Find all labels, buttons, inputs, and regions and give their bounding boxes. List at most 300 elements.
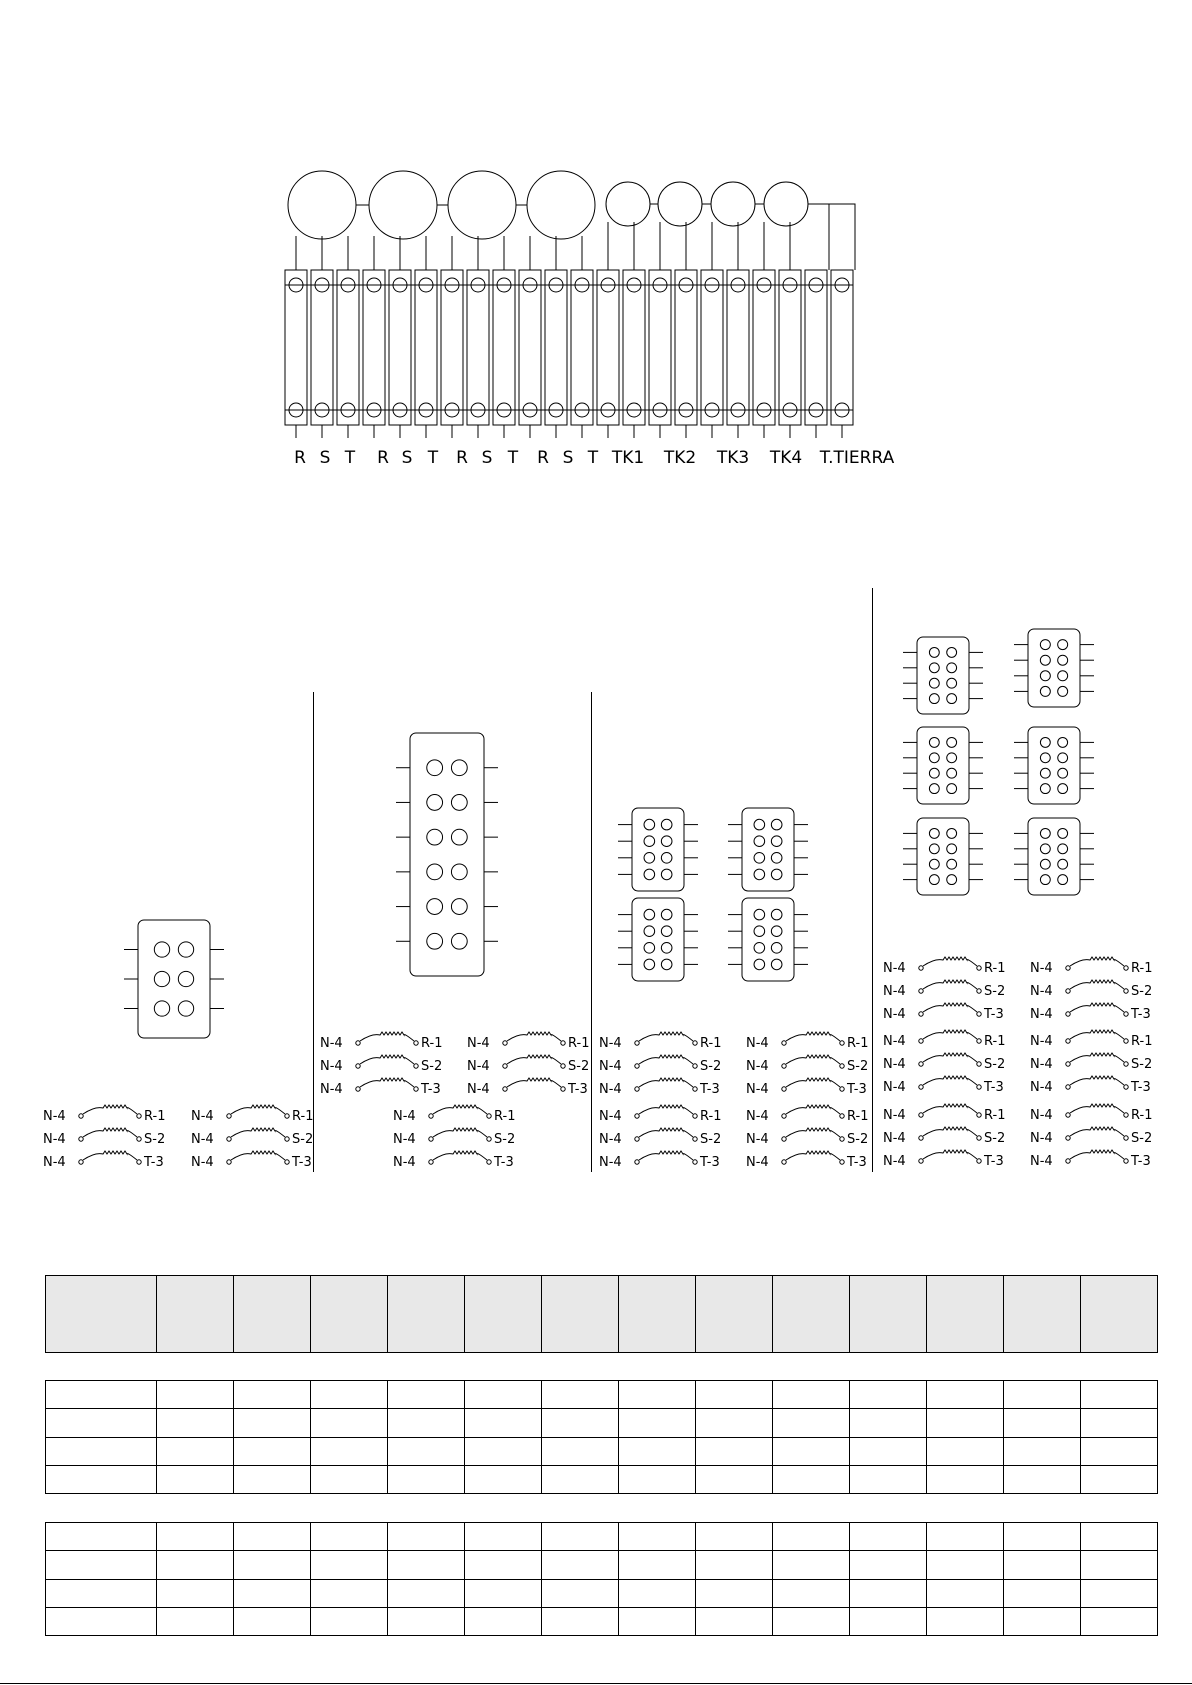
coil-common-label: N-4 xyxy=(599,1059,622,1074)
coil-node xyxy=(561,1041,565,1045)
table-cell xyxy=(465,1607,542,1635)
coil-common-label: N-4 xyxy=(191,1155,214,1170)
coil-line-label: T-3 xyxy=(1131,1007,1151,1022)
table-cell xyxy=(542,1276,619,1353)
terminal-stud xyxy=(929,828,939,838)
table-row xyxy=(46,1381,1158,1409)
coil-node xyxy=(1124,1062,1128,1066)
terminal-stud xyxy=(754,819,765,830)
coil-winding xyxy=(639,1128,693,1137)
coil-node xyxy=(840,1137,844,1141)
table-cell xyxy=(773,1607,850,1635)
sensor-circle xyxy=(606,182,650,226)
terminal-strip xyxy=(727,270,749,425)
coil-winding xyxy=(83,1105,137,1114)
coil-line-label: S-2 xyxy=(984,1057,1006,1072)
coil-node xyxy=(919,1085,923,1089)
motor-circle xyxy=(527,171,595,239)
coil-line-label: S-2 xyxy=(700,1059,722,1074)
coil-common-label: N-4 xyxy=(467,1082,490,1097)
terminal-stud xyxy=(154,1001,169,1016)
table-cell xyxy=(1004,1409,1081,1437)
table-cell xyxy=(1081,1551,1158,1579)
terminal-strip xyxy=(519,270,541,425)
sensor-circle xyxy=(658,182,702,226)
table-group-a xyxy=(45,1380,1158,1494)
table-cell xyxy=(927,1551,1004,1579)
coil-winding xyxy=(923,1030,977,1039)
terminal-stud xyxy=(929,647,939,657)
terminal-stud xyxy=(661,942,672,953)
terminal-stud xyxy=(947,753,957,763)
terminal-stud xyxy=(644,942,655,953)
table-cell xyxy=(234,1465,311,1493)
coil-common-label: N-4 xyxy=(43,1132,66,1147)
coil-node xyxy=(919,1062,923,1066)
coil-node xyxy=(977,1113,981,1117)
coil-node xyxy=(782,1041,786,1045)
coil-line-label: T-3 xyxy=(984,1080,1004,1095)
terminal-strip xyxy=(831,270,853,425)
coil-common-label: N-4 xyxy=(883,1057,906,1072)
table-cell xyxy=(1004,1276,1081,1353)
table-cell xyxy=(773,1409,850,1437)
earth-link xyxy=(808,204,855,270)
coil-node xyxy=(840,1160,844,1164)
coil-node xyxy=(693,1064,697,1068)
terminal-strip xyxy=(701,270,723,425)
table-cell xyxy=(1081,1607,1158,1635)
coil-node xyxy=(1066,1136,1070,1140)
table-cell xyxy=(388,1607,465,1635)
terminal-stud xyxy=(1058,784,1068,794)
terminal-stud xyxy=(1058,875,1068,885)
coil-line-label: R-1 xyxy=(292,1109,314,1124)
coil-node xyxy=(977,1062,981,1066)
coil-line-label: S-2 xyxy=(1131,984,1153,999)
table-cell xyxy=(696,1523,773,1551)
terminal-stud xyxy=(451,829,467,845)
table-cell xyxy=(234,1437,311,1465)
table-cell xyxy=(1081,1523,1158,1551)
terminal-stud xyxy=(947,647,957,657)
table-cell xyxy=(850,1607,927,1635)
terminal-stud xyxy=(771,909,782,920)
terminal-stud xyxy=(1040,844,1050,854)
coil-node xyxy=(635,1114,639,1118)
table-cell xyxy=(465,1381,542,1409)
table-cell xyxy=(388,1437,465,1465)
table-row xyxy=(46,1276,1158,1353)
table-cell xyxy=(234,1579,311,1607)
terminal-stud xyxy=(929,753,939,763)
terminal-strip xyxy=(389,270,411,425)
coil-node xyxy=(919,1012,923,1016)
terminal-stud xyxy=(929,663,939,673)
table-cell xyxy=(542,1607,619,1635)
terminal-stud xyxy=(661,959,672,970)
coil-line-label: R-1 xyxy=(421,1036,443,1051)
table-cell xyxy=(696,1409,773,1437)
coil-winding xyxy=(923,980,977,989)
coil-common-label: N-4 xyxy=(746,1132,769,1147)
terminal-label: TK3 xyxy=(716,448,750,468)
table-cell xyxy=(157,1579,234,1607)
coil-common-label: N-4 xyxy=(43,1109,66,1124)
terminal-label: T.TIERRA xyxy=(819,448,895,468)
terminal-stud xyxy=(754,869,765,880)
terminal-stud xyxy=(427,795,443,811)
table-cell xyxy=(542,1437,619,1465)
coil-node xyxy=(356,1041,360,1045)
coil-node xyxy=(635,1087,639,1091)
terminal-stud xyxy=(661,869,672,880)
table-row xyxy=(46,1523,1158,1551)
coil-winding xyxy=(83,1151,137,1160)
terminal-stud xyxy=(644,836,655,847)
terminal-stud xyxy=(644,852,655,863)
coil-node xyxy=(561,1064,565,1068)
coil-common-label: N-4 xyxy=(883,1154,906,1169)
coil-line-label: T-3 xyxy=(847,1082,867,1097)
terminal-strip xyxy=(649,270,671,425)
table-cell xyxy=(1081,1409,1158,1437)
coil-winding xyxy=(786,1032,840,1041)
terminal-stud xyxy=(1058,671,1068,681)
coil-winding xyxy=(1070,1150,1124,1159)
coil-node xyxy=(429,1137,433,1141)
coil-node xyxy=(487,1114,491,1118)
terminal-label: TK4 xyxy=(769,448,803,468)
table-cell xyxy=(542,1551,619,1579)
terminal-stud xyxy=(1058,655,1068,665)
coil-node xyxy=(1066,966,1070,970)
coil-node xyxy=(840,1041,844,1045)
table-cell xyxy=(388,1579,465,1607)
terminal-stud xyxy=(1040,640,1050,650)
coil-node xyxy=(977,1159,981,1163)
terminal-stud xyxy=(451,899,467,915)
coil-node xyxy=(693,1160,697,1164)
terminal-label: T xyxy=(427,448,439,468)
coil-line-label: S-2 xyxy=(421,1059,443,1074)
table-cell xyxy=(696,1437,773,1465)
terminal-stud xyxy=(451,760,467,776)
table-cell xyxy=(157,1523,234,1551)
terminal-stud xyxy=(451,864,467,880)
coil-node xyxy=(919,1113,923,1117)
coil-winding xyxy=(923,1104,977,1113)
coil-node xyxy=(285,1114,289,1118)
terminal-stud xyxy=(947,737,957,747)
table-cell xyxy=(542,1465,619,1493)
coil-winding xyxy=(231,1151,285,1160)
table-cell xyxy=(619,1607,696,1635)
table-cell xyxy=(1081,1276,1158,1353)
coil-common-label: N-4 xyxy=(393,1132,416,1147)
terminal-plate-1 xyxy=(138,920,210,1038)
coil-line-label: S-2 xyxy=(700,1132,722,1147)
coil-winding xyxy=(786,1105,840,1114)
terminal-label: R xyxy=(294,448,306,468)
table-cell xyxy=(311,1551,388,1579)
table-cell xyxy=(234,1276,311,1353)
coil-common-label: N-4 xyxy=(467,1036,490,1051)
terminal-strip xyxy=(363,270,385,425)
coil-node xyxy=(919,1136,923,1140)
table-cell xyxy=(619,1465,696,1493)
coil-winding xyxy=(786,1151,840,1160)
terminal-strip xyxy=(623,270,645,425)
terminal-stud xyxy=(754,852,765,863)
terminal-label: T xyxy=(507,448,519,468)
coil-common-label: N-4 xyxy=(1030,1057,1053,1072)
table-cell xyxy=(234,1607,311,1635)
coil-common-label: N-4 xyxy=(1030,961,1053,976)
terminal-stud xyxy=(929,844,939,854)
terminal-label: S xyxy=(319,448,331,468)
coil-node xyxy=(1066,1159,1070,1163)
coil-line-label: S-2 xyxy=(144,1132,166,1147)
coil-winding xyxy=(1070,980,1124,989)
table-cell xyxy=(927,1381,1004,1409)
coil-line-label: T-3 xyxy=(700,1082,720,1097)
terminal-stud xyxy=(154,942,169,957)
coil-line-label: R-1 xyxy=(984,1034,1006,1049)
coil-node xyxy=(693,1137,697,1141)
terminal-strip xyxy=(311,270,333,425)
table-cell xyxy=(46,1437,157,1465)
terminal-label: TK1 xyxy=(611,448,645,468)
motor-circle xyxy=(369,171,437,239)
coil-winding xyxy=(1070,1053,1124,1062)
coil-common-label: N-4 xyxy=(393,1155,416,1170)
coil-line-label: R-1 xyxy=(144,1109,166,1124)
terminal-stud xyxy=(178,942,193,957)
coil-node xyxy=(227,1160,231,1164)
coil-line-label: T-3 xyxy=(568,1082,588,1097)
terminal-stud xyxy=(1040,784,1050,794)
coil-node xyxy=(635,1137,639,1141)
terminal-plate-4 xyxy=(1028,727,1080,804)
terminal-stud xyxy=(754,942,765,953)
coil-line-label: T-3 xyxy=(421,1082,441,1097)
table-row xyxy=(46,1409,1158,1437)
terminal-stud xyxy=(754,836,765,847)
terminal-stud xyxy=(1040,686,1050,696)
table-cell xyxy=(157,1381,234,1409)
coil-winding xyxy=(507,1055,561,1064)
coil-node xyxy=(693,1087,697,1091)
coil-node xyxy=(1066,1085,1070,1089)
table-cell xyxy=(465,1523,542,1551)
coil-node xyxy=(782,1137,786,1141)
coil-node xyxy=(1066,1062,1070,1066)
terminal-plate-4 xyxy=(1028,629,1080,707)
terminal-stud xyxy=(771,869,782,880)
terminal-stud xyxy=(644,819,655,830)
coil-winding xyxy=(1070,957,1124,966)
terminal-label: S xyxy=(401,448,413,468)
coil-common-label: N-4 xyxy=(1030,1154,1053,1169)
coil-node xyxy=(782,1087,786,1091)
terminal-stud xyxy=(947,844,957,854)
terminal-stud xyxy=(771,926,782,937)
terminal-strip xyxy=(675,270,697,425)
table-group-b xyxy=(45,1522,1158,1636)
table-cell xyxy=(311,1465,388,1493)
terminal-strip xyxy=(571,270,593,425)
table-row xyxy=(46,1465,1158,1493)
table-row xyxy=(46,1551,1158,1579)
coil-node xyxy=(227,1137,231,1141)
table-cell xyxy=(619,1551,696,1579)
terminal-strip xyxy=(441,270,463,425)
coil-winding xyxy=(507,1032,561,1041)
table-cell xyxy=(619,1276,696,1353)
terminal-plate-3b xyxy=(632,898,684,981)
coil-line-label: R-1 xyxy=(1131,961,1153,976)
terminal-plate-3a xyxy=(632,808,684,891)
table-cell xyxy=(1004,1381,1081,1409)
coil-common-label: N-4 xyxy=(320,1036,343,1051)
coil-line-label: R-1 xyxy=(700,1109,722,1124)
terminal-stud xyxy=(661,909,672,920)
terminal-strip xyxy=(779,270,801,425)
coil-winding xyxy=(1070,1076,1124,1085)
section-divider-1 xyxy=(313,692,314,1172)
terminal-strip xyxy=(753,270,775,425)
coil-line-label: R-1 xyxy=(984,1108,1006,1123)
section-divider-2 xyxy=(591,692,592,1172)
table-cell xyxy=(1081,1437,1158,1465)
coil-winding xyxy=(433,1105,487,1114)
table-cell xyxy=(927,1465,1004,1493)
coil-node xyxy=(503,1064,507,1068)
coil-winding xyxy=(360,1078,414,1087)
table-cell xyxy=(1081,1579,1158,1607)
motor-circle xyxy=(288,171,356,239)
terminal-stud xyxy=(1058,844,1068,854)
coil-common-label: N-4 xyxy=(746,1109,769,1124)
table-cell xyxy=(1004,1465,1081,1493)
coil-node xyxy=(79,1137,83,1141)
table-cell xyxy=(773,1437,850,1465)
terminal-stud xyxy=(771,836,782,847)
table-cell xyxy=(542,1381,619,1409)
terminal-stud xyxy=(154,971,169,986)
table-cell xyxy=(1004,1579,1081,1607)
table-cell xyxy=(388,1465,465,1493)
coil-line-label: S-2 xyxy=(1131,1131,1153,1146)
coil-node xyxy=(635,1041,639,1045)
terminal-strip xyxy=(337,270,359,425)
terminal-stud xyxy=(661,819,672,830)
coil-common-label: N-4 xyxy=(43,1155,66,1170)
coil-node xyxy=(503,1041,507,1045)
coil-line-label: S-2 xyxy=(568,1059,590,1074)
terminal-stud xyxy=(1058,686,1068,696)
coil-node xyxy=(977,989,981,993)
table-cell xyxy=(311,1523,388,1551)
coil-line-label: S-2 xyxy=(984,1131,1006,1146)
terminal-stud xyxy=(1058,859,1068,869)
coil-common-label: N-4 xyxy=(599,1082,622,1097)
coil-node xyxy=(1066,1039,1070,1043)
coil-common-label: N-4 xyxy=(599,1109,622,1124)
motor-circle xyxy=(448,171,516,239)
table-cell xyxy=(1004,1607,1081,1635)
table-cell xyxy=(1081,1465,1158,1493)
terminal-stud xyxy=(1040,671,1050,681)
terminal-plate-4 xyxy=(917,637,969,714)
terminal-stud xyxy=(947,663,957,673)
coil-common-label: N-4 xyxy=(467,1059,490,1074)
table-cell xyxy=(619,1579,696,1607)
coil-winding xyxy=(639,1078,693,1087)
coil-node xyxy=(414,1041,418,1045)
coil-winding xyxy=(1070,1104,1124,1113)
coil-line-label: T-3 xyxy=(144,1155,164,1170)
table-cell xyxy=(46,1276,157,1353)
coil-common-label: N-4 xyxy=(1030,1034,1053,1049)
coil-node xyxy=(1124,1012,1128,1016)
coil-winding xyxy=(923,1003,977,1012)
coil-line-label: R-1 xyxy=(847,1109,869,1124)
terminal-stud xyxy=(661,852,672,863)
table-cell xyxy=(696,1579,773,1607)
table-cell xyxy=(234,1409,311,1437)
terminal-stud xyxy=(947,768,957,778)
coil-node xyxy=(1124,966,1128,970)
coil-common-label: N-4 xyxy=(883,1034,906,1049)
coil-node xyxy=(919,1159,923,1163)
coil-line-label: T-3 xyxy=(1131,1154,1151,1169)
coil-winding xyxy=(786,1055,840,1064)
coil-node xyxy=(1124,1085,1128,1089)
coil-node xyxy=(561,1087,565,1091)
terminal-plate-3c xyxy=(742,808,794,891)
coil-winding xyxy=(639,1032,693,1041)
table-row xyxy=(46,1437,1158,1465)
table-cell xyxy=(388,1551,465,1579)
coil-winding xyxy=(923,1053,977,1062)
terminal-stud xyxy=(644,926,655,937)
coil-winding xyxy=(360,1032,414,1041)
coil-node xyxy=(977,1136,981,1140)
coil-common-label: N-4 xyxy=(883,984,906,999)
coil-line-label: S-2 xyxy=(847,1132,869,1147)
terminal-stud xyxy=(1040,737,1050,747)
table-cell xyxy=(773,1465,850,1493)
coil-line-label: T-3 xyxy=(700,1155,720,1170)
terminal-stud xyxy=(754,959,765,970)
sensor-circle xyxy=(764,182,808,226)
coil-common-label: N-4 xyxy=(883,961,906,976)
coil-node xyxy=(137,1160,141,1164)
terminal-stud xyxy=(754,926,765,937)
table-cell xyxy=(157,1437,234,1465)
terminal-stud xyxy=(947,875,957,885)
table-cell xyxy=(927,1437,1004,1465)
table-cell xyxy=(542,1579,619,1607)
coil-node xyxy=(1124,1039,1128,1043)
table-cell xyxy=(1004,1523,1081,1551)
coil-line-label: S-2 xyxy=(1131,1057,1153,1072)
terminal-stud xyxy=(1040,768,1050,778)
coil-common-label: N-4 xyxy=(599,1155,622,1170)
coil-line-label: T-3 xyxy=(847,1155,867,1170)
